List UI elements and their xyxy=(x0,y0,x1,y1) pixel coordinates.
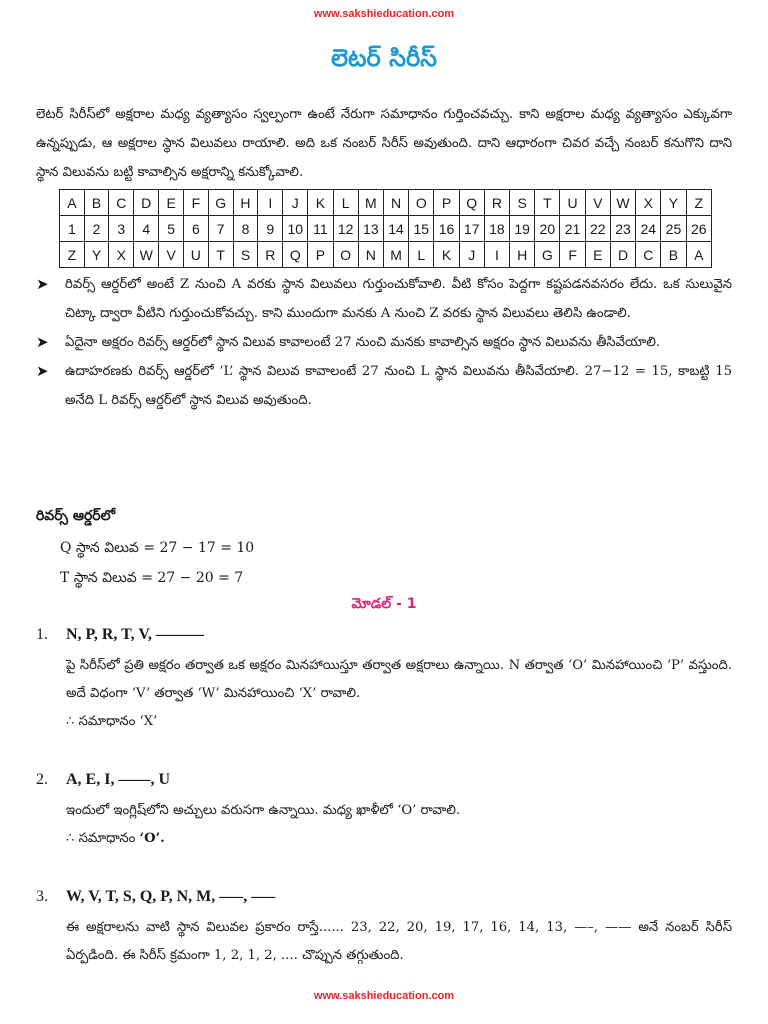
letter-cell: S xyxy=(510,190,535,216)
letter-cell: P xyxy=(434,190,459,216)
question-series: A, E, I, ——, U xyxy=(66,771,171,788)
number-cell: 1 xyxy=(60,216,85,242)
answer-value: ‘X’ xyxy=(139,714,158,729)
question-series: W, V, T, S, Q, P, N, M, —–, —– xyxy=(66,888,276,905)
reverse-cell: I xyxy=(484,242,509,268)
question-3 xyxy=(36,888,732,970)
reverse-example-q: Q స్థాన విలువ = 27 − 17 = 10 xyxy=(60,540,255,556)
reverse-cell: X xyxy=(109,242,134,268)
reverse-cell: J xyxy=(459,242,484,268)
number-cell: 5 xyxy=(159,216,184,242)
question-explanation: పై సిరీస్‌లో ప్రతి అక్షరం తర్వాత ఒక అక్షరం మినహాయిస్తూ తర్వాత అక్షరాలు ఉన్నాయి. N తర్వాత ‘O’ మినహాయించి ‘P’ వస్తుంది. అదే విధంగా ‘V’ తర్వాత ‘W’ మినహాయించి ‘X’ రావాలి. xyxy=(66,658,732,701)
number-cell: 11 xyxy=(308,216,333,242)
letter-cell: Q xyxy=(459,190,484,216)
letter-cell: W xyxy=(610,190,635,216)
letter-cell: O xyxy=(409,190,434,216)
number-cell: 3 xyxy=(109,216,134,242)
reverse-cell: Z xyxy=(60,242,85,268)
model-heading: మోడల్ - 1 xyxy=(351,596,417,612)
question-2 xyxy=(36,771,732,853)
reverse-cell: H xyxy=(510,242,535,268)
number-cell: 2 xyxy=(84,216,109,242)
letter-cell: R xyxy=(484,190,509,216)
reverse-cell: O xyxy=(333,242,358,268)
bullet-item xyxy=(36,328,732,357)
question-number: 3. xyxy=(36,888,48,905)
number-cell: 8 xyxy=(233,216,258,242)
letter-cell: X xyxy=(636,190,661,216)
reverse-cell: L xyxy=(409,242,434,268)
number-cell: 18 xyxy=(484,216,509,242)
reverse-cell: C xyxy=(636,242,661,268)
reverse-cell: F xyxy=(560,242,585,268)
question-explanation: ఇందులో ఇంగ్లిష్‌లోని అచ్చులు వరుసగా ఉన్నాయి. మధ్య ఖాళీలో ‘O’ రావాలి. xyxy=(66,803,461,818)
reverse-cell: T xyxy=(208,242,233,268)
question-answer xyxy=(36,825,732,853)
page-title: లెటర్ సిరీస్ xyxy=(330,44,438,72)
number-cell: 19 xyxy=(510,216,535,242)
alphabet-table xyxy=(59,189,712,268)
letter-cell: Z xyxy=(686,190,711,216)
intro-paragraph: లెటర్ సిరీస్‌లో అక్షరాల మధ్య వ్యత్యాసం స్వల్పంగా ఉంటే నేరుగా సమాధానం గుర్తించవచ్చు. కాని అక్షరాల మధ్య వ్యత్యాసం ఎక్కువగా ఉన్నప్పుడు, ఆ అక్షరాల స్థాన విలువలు రాయాలి. అది ఒక నంబర్ సిరీస్ అవుతుంది. దాని ఆధారంగా చివర వచ్చే నంబర్ కనుగొని దాని స్థాన విలువను బట్టి కావాల్సిన అక్షరాన్ని కనుక్కోవాలి. xyxy=(36,107,732,180)
reverse-cell: N xyxy=(358,242,383,268)
number-cell: 26 xyxy=(686,216,711,242)
letter-cell: F xyxy=(183,190,208,216)
letter-cell: J xyxy=(283,190,308,216)
letter-cell: I xyxy=(258,190,283,216)
number-cell: 14 xyxy=(383,216,408,242)
letter-cell: V xyxy=(585,190,610,216)
bullet-text: ఏదైనా అక్షరం రివర్స్ ఆర్డర్‌లో స్థాన విలువ కావాలంటే 27 నుంచి మనకు కావాల్సిన అక్షరం స్థాన విలువను తీసివేయాలి. xyxy=(65,335,661,350)
reverse-example-t: T స్థాన విలువ = 27 − 20 = 7 xyxy=(60,570,244,586)
reverse-cell: Y xyxy=(84,242,109,268)
bullet-item xyxy=(36,270,732,328)
numbers-row xyxy=(60,216,712,242)
reverse-cell: G xyxy=(535,242,560,268)
letter-cell: T xyxy=(535,190,560,216)
number-cell: 20 xyxy=(535,216,560,242)
letter-cell: G xyxy=(208,190,233,216)
reverse-cell: D xyxy=(610,242,635,268)
number-cell: 21 xyxy=(560,216,585,242)
reverse-cell: S xyxy=(233,242,258,268)
letter-cell: Y xyxy=(661,190,686,216)
reverse-cell: K xyxy=(434,242,459,268)
letter-cell: U xyxy=(560,190,585,216)
answer-prefix: ∴ సమాధానం xyxy=(66,714,136,729)
footer-url[interactable]: www.sakshieducation.com xyxy=(313,990,455,1002)
letter-cell: H xyxy=(233,190,258,216)
reverse-cell: A xyxy=(686,242,711,268)
bullet-list xyxy=(36,270,732,415)
number-cell: 6 xyxy=(183,216,208,242)
bullet-item xyxy=(36,357,732,415)
reverse-cell: R xyxy=(258,242,283,268)
question-number: 2. xyxy=(36,771,48,788)
reverse-cell: E xyxy=(585,242,610,268)
question-answer xyxy=(36,708,732,736)
letter-cell: C xyxy=(109,190,134,216)
reverse-cell: P xyxy=(308,242,333,268)
answer-value: ‘O’. xyxy=(139,831,165,846)
arrow-icon: ➤ xyxy=(36,362,49,380)
letter-cell: N xyxy=(383,190,408,216)
bullet-text: ఉదాహరణకు రివర్స్ ఆర్డర్‌లో ‘L’ స్థాన విలువ కావాలంటే 27 నుంచి L స్థాన విలువను తీసివేయాలి. 27−12 = 15, కాబట్టి 15 అనేది L రివర్స్ ఆర్డర్‌లో స్థాన విలువ అవుతుంది. xyxy=(65,364,732,408)
reverse-row xyxy=(60,242,712,268)
number-cell: 16 xyxy=(434,216,459,242)
number-cell: 12 xyxy=(333,216,358,242)
arrow-icon: ➤ xyxy=(36,333,49,351)
reverse-cell: B xyxy=(661,242,686,268)
question-series: N, P, R, T, V, ——— xyxy=(66,626,204,643)
number-cell: 9 xyxy=(258,216,283,242)
number-cell: 22 xyxy=(585,216,610,242)
number-cell: 4 xyxy=(134,216,159,242)
number-cell: 23 xyxy=(610,216,635,242)
letter-cell: D xyxy=(134,190,159,216)
question-1 xyxy=(36,626,732,736)
number-cell: 24 xyxy=(636,216,661,242)
reverse-heading: రివర్స్ ఆర్డర్‌లో xyxy=(36,508,116,524)
letter-cell: A xyxy=(60,190,85,216)
number-cell: 7 xyxy=(208,216,233,242)
letter-cell: K xyxy=(308,190,333,216)
number-cell: 25 xyxy=(661,216,686,242)
reverse-cell: Q xyxy=(283,242,308,268)
question-number: 1. xyxy=(36,626,48,643)
header-url[interactable]: www.sakshieducation.com xyxy=(313,8,455,20)
number-cell: 15 xyxy=(409,216,434,242)
reverse-cell: V xyxy=(159,242,184,268)
letter-cell: L xyxy=(333,190,358,216)
reverse-cell: U xyxy=(183,242,208,268)
arrow-icon: ➤ xyxy=(36,275,49,293)
letter-cell: E xyxy=(159,190,184,216)
bullet-text: రివర్స్ ఆర్డర్‌లో అంటే Z నుంచి A వరకు స్థాన విలువలు గుర్తుంచుకోవాలి. వీటి కోసం పెద్దగా కష్టపడనవసరం లేదు. ఒక సులువైన చిట్కా ద్వారా వీటిని గుర్తుంచుకోవచ్చు. కాని ముందుగా మనకు A నుంచి Z వరకు స్థాన విలువలు తెలిసి ఉండాలి. xyxy=(65,277,732,321)
letter-cell: B xyxy=(84,190,109,216)
letter-cell: M xyxy=(358,190,383,216)
reverse-cell: W xyxy=(134,242,159,268)
number-cell: 17 xyxy=(459,216,484,242)
question-explanation: ఈ అక్షరాలను వాటి స్థాన విలువల ప్రకారం రాస్తే...... 23, 22, 20, 19, 17, 16, 14, 13, —–, —— అనే నంబర్ సిరీస్ ఏర్పడింది. ఈ సిరీస్ క్రమంగా 1, 2, 1, 2, .... చొప్పున తగ్గుతుంది. xyxy=(66,920,732,963)
number-cell: 13 xyxy=(358,216,383,242)
reverse-cell: M xyxy=(383,242,408,268)
number-cell: 10 xyxy=(283,216,308,242)
answer-prefix: ∴ సమాధానం xyxy=(66,831,136,846)
letters-row xyxy=(60,190,712,216)
